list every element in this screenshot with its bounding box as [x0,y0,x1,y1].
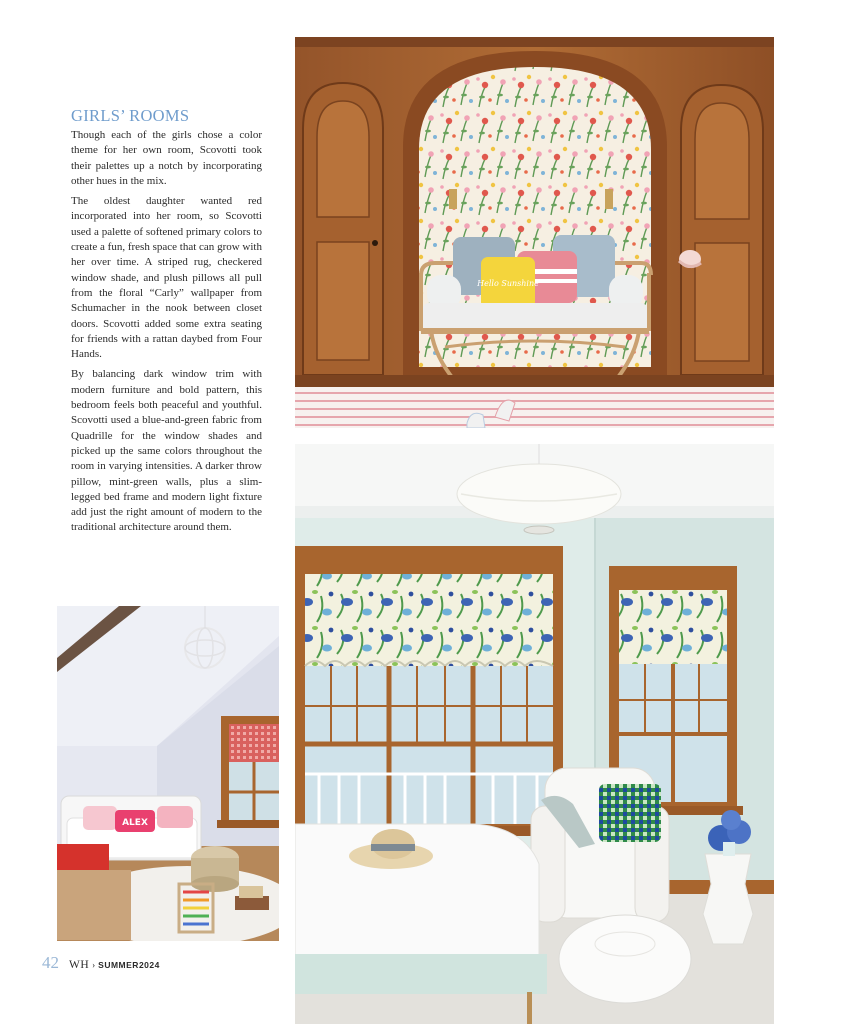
article-text-column [71,106,262,541]
page-number: 42 [42,953,59,972]
folio [42,953,160,973]
pillow-text: Hello Sunshine [477,279,539,288]
folio-separator: › [92,960,96,970]
article-paragraph: The oldest daughter wanted red incorporated into her room, so Scovotti used a palette of softened primary colors to create a fun, fresh space that can grow with her over time. A striped rug, checkered window shade, and plush pillows all pull from the floral “Carly” wallpaper from Schumacher in the nook between closet doors. Scovotti added some extra seating for friends with a rattan daybed from Four Hands. [71,195,262,361]
article-paragraph: By balancing dark window trim with modern furniture and bold pattern, this bedroom feels both peaceful and youthful. Scovotti used a blue-and-green fabric from Quadrille for the window shades and picked up the same colors throughout the room in varying intensities. A darker throw pillow, mint-green walls, plus a slim-legged bed frame and modern light fixture add just the right amount of modern to the traditional architecture around them. [71,368,262,534]
article-paragraph: Though each of the girls chose a color theme for her own room, Scovotti took their palettes up a notch by incorporating other hues in the mix. [71,129,262,187]
issue-name: SUMMER2024 [98,960,160,970]
photo-attic-bedroom [57,606,279,941]
section-title: GIRLS’ ROOMS [71,106,190,125]
pillow-text: ALEX [122,818,148,828]
magazine-name: WH [69,959,90,971]
photo-wallpaper-nook [295,37,774,428]
photo-bedroom [295,444,774,1024]
